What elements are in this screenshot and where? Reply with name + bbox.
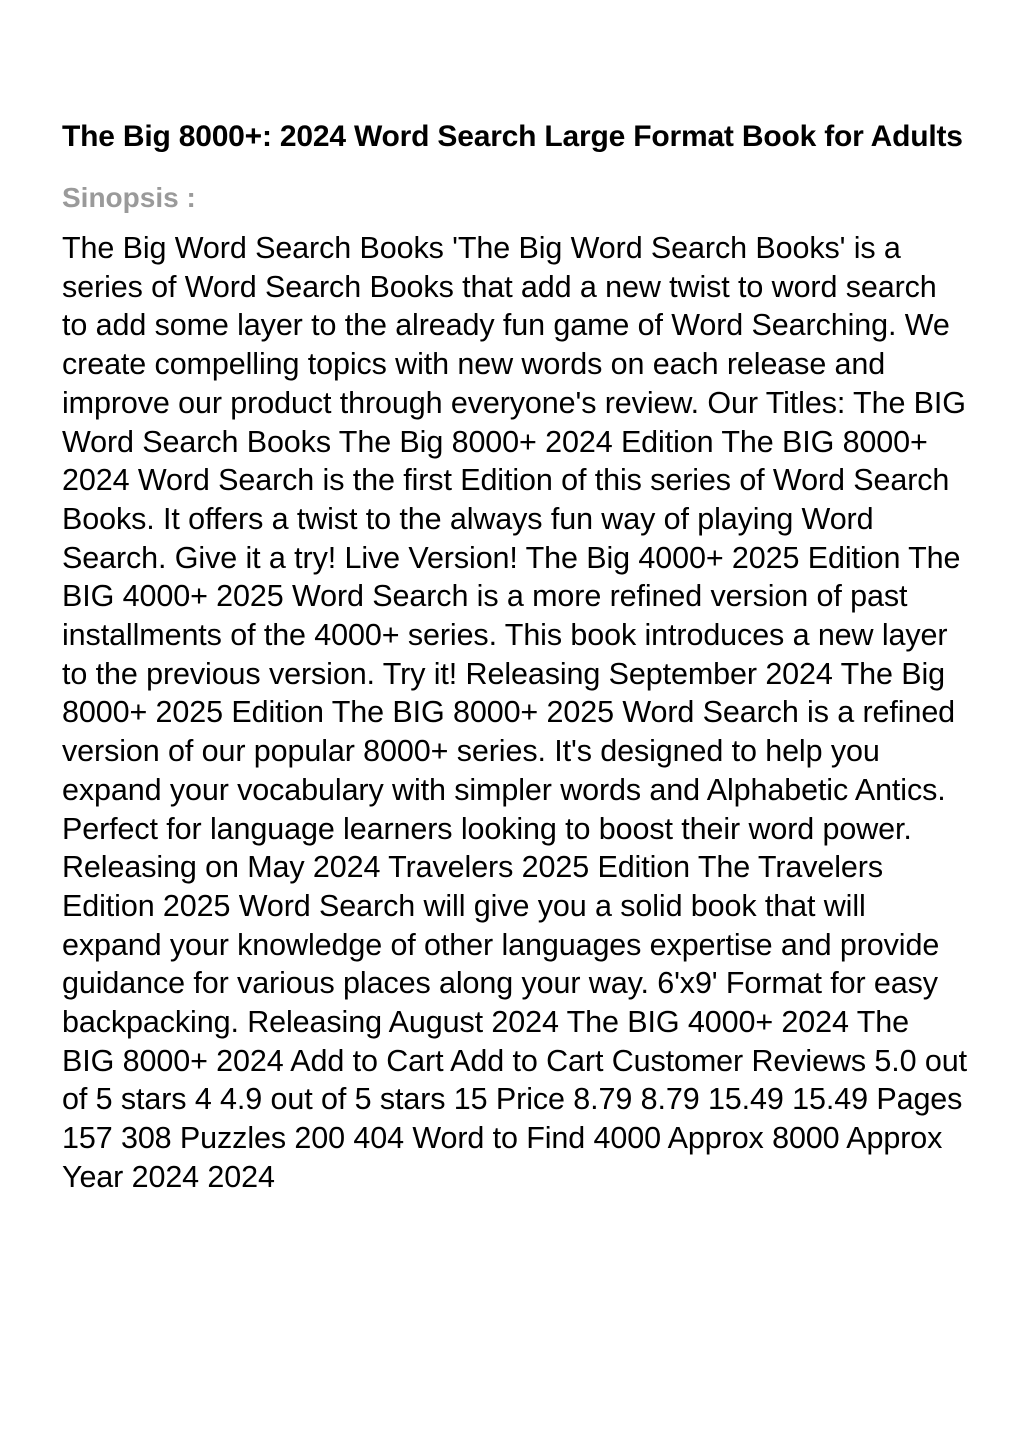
synopsis-text: The Big Word Search Books 'The Big Word Search Books' is a series of Word Search Books that add a new twist to word search to add some layer to the already fun game of Word Searching. We create compelling topics with new words on each release and improve our product through everyone's review. Our Titles: The BIG Word Search Books The Big 8000+ 2024 Edition The BIG 8000+ 2024 Word Search is the first Edition of this series of Word Search Books. It offers a twist to the always fun way of playing Word Search. Give it a try! Live Version! The Big 4000+ 2025 Edition The BIG 4000+ 2025 Word Search is a more refined version of past installments of the 4000+ series. This book introduces a new layer to the previous version. Try it! Releasing September 2024 The Big 8000+ 2025 Edition The BIG 8000+ 2025 Word Search is a refined version of our popular 8000+ series. It's designed to help you expand your vocabulary with simpler words and Alphabetic Antics. Perfect for language learners looking to boost their word power. Releasing on May 2024 Travelers 2025 Edition The Travelers Edition 2025 Word Search will give you a solid book that will expand your knowledge of other languages expertise and provide guidance for various places along your way. 6'x9' Format for easy backpacking. Releasing August 2024 The BIG 4000+ 2024 The BIG 8000+ 2024 Add to Cart Add to Cart Customer Reviews 5.0 out of 5 stars 4 4.9 out of 5 stars 15 Price 8.79 8.79 15.49 15.49 Pages 157 308 Puzzles 200 404 Word to Find 4000 Approx 8000 Approx Year 2024 2024 bbox=[62, 231, 967, 1194]
book-title: The Big 8000+: 2024 Word Search Large Format Book for Adults bbox=[62, 120, 963, 153]
synopsis-label: Sinopsis : bbox=[62, 182, 196, 213]
document-page bbox=[62, 118, 967, 1197]
